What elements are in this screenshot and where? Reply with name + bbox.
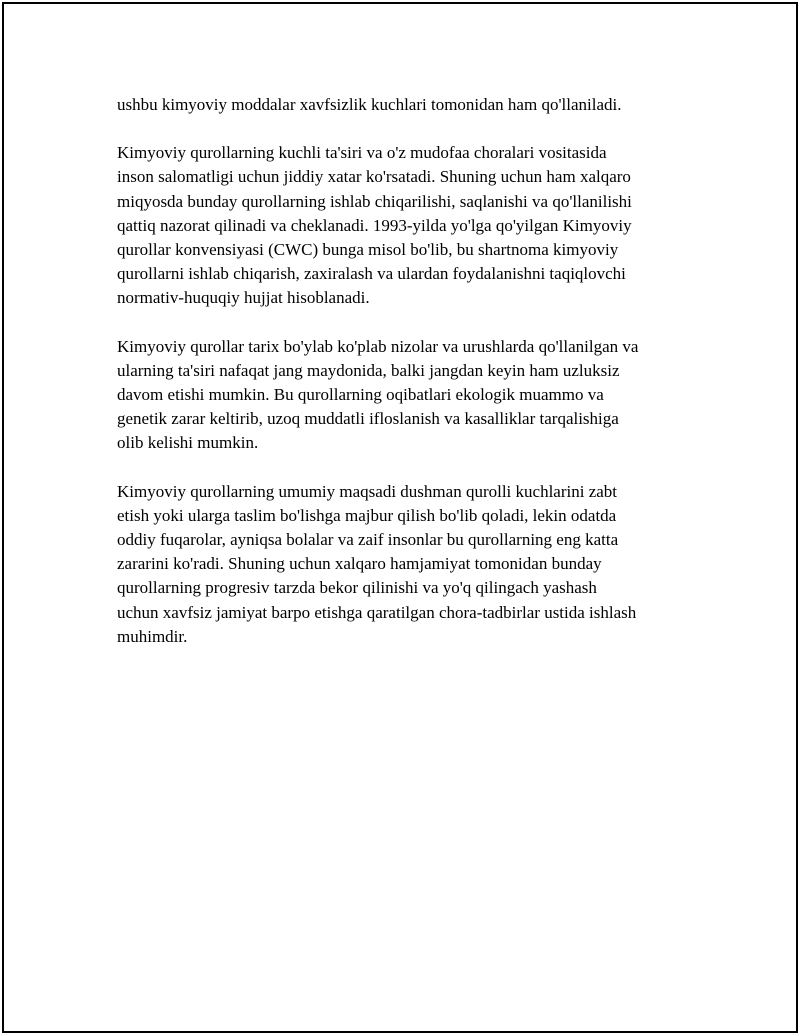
paragraph-2: Kimyoviy qurollarning kuchli ta'siri va o'z mudofaa choralari vositasida inson salomatligi uchun jiddiy xatar ko'rsatadi. Shuning uchun ham xalqaro miqyosda bunday qurollarning ishlab chiqarilishi, saqlanishi va qo'llanilishi qattiq nazorat qilinadi va cheklanadi. 1993-yilda yo'lga qo'yilgan Kimyoviy qurollar konvensiyasi (CWC) bunga misol bo'lib, bu shartnoma kimyoviy qurollarni ishlab chiqarish, zaxiralash va ulardan foydalanishni taqiqlovchi normativ-huquqiy hujjat hisoblanadi.: [117, 143, 632, 308]
paragraph-3: Kimyoviy qurollar tarix bo'ylab ko'plab nizolar va urushlarda qo'llanilgan va ularning ta'siri nafaqat jang maydonida, balki jangdan keyin ham uzluksiz davom etishi mumkin. Bu qurollarning oqibatlari ekologik muammo va genetik zarar keltirib, uzoq muddatli ifloslanish va kasalliklar tarqalishiga olib kelishi mumkin.: [117, 336, 639, 453]
paragraph-1: ushbu kimyoviy moddalar xavfsizlik kuchlari tomonidan ham qo'llaniladi.: [117, 95, 622, 114]
document-body: [117, 93, 697, 673]
paragraph-4: Kimyoviy qurollarning umumiy maqsadi dushman qurolli kuchlarini zabt etish yoki ularga taslim bo'lishga majbur qilish bo'lib qoladi, lekin odatda oddiy fuqarolar, ayniqsa bolalar va zaif insonlar bu qurollarning eng katta zararini ko'radi. Shuning uchun xalqaro hamjamiyat tomonidan bunday qurollarning progresiv tarzda bekor qilinishi va yo'q qilingach yashash uchun xavfsiz jamiyat barpo etishga qaratilgan chora-tadbirlar ustida ishlash muhimdir.: [117, 481, 637, 646]
